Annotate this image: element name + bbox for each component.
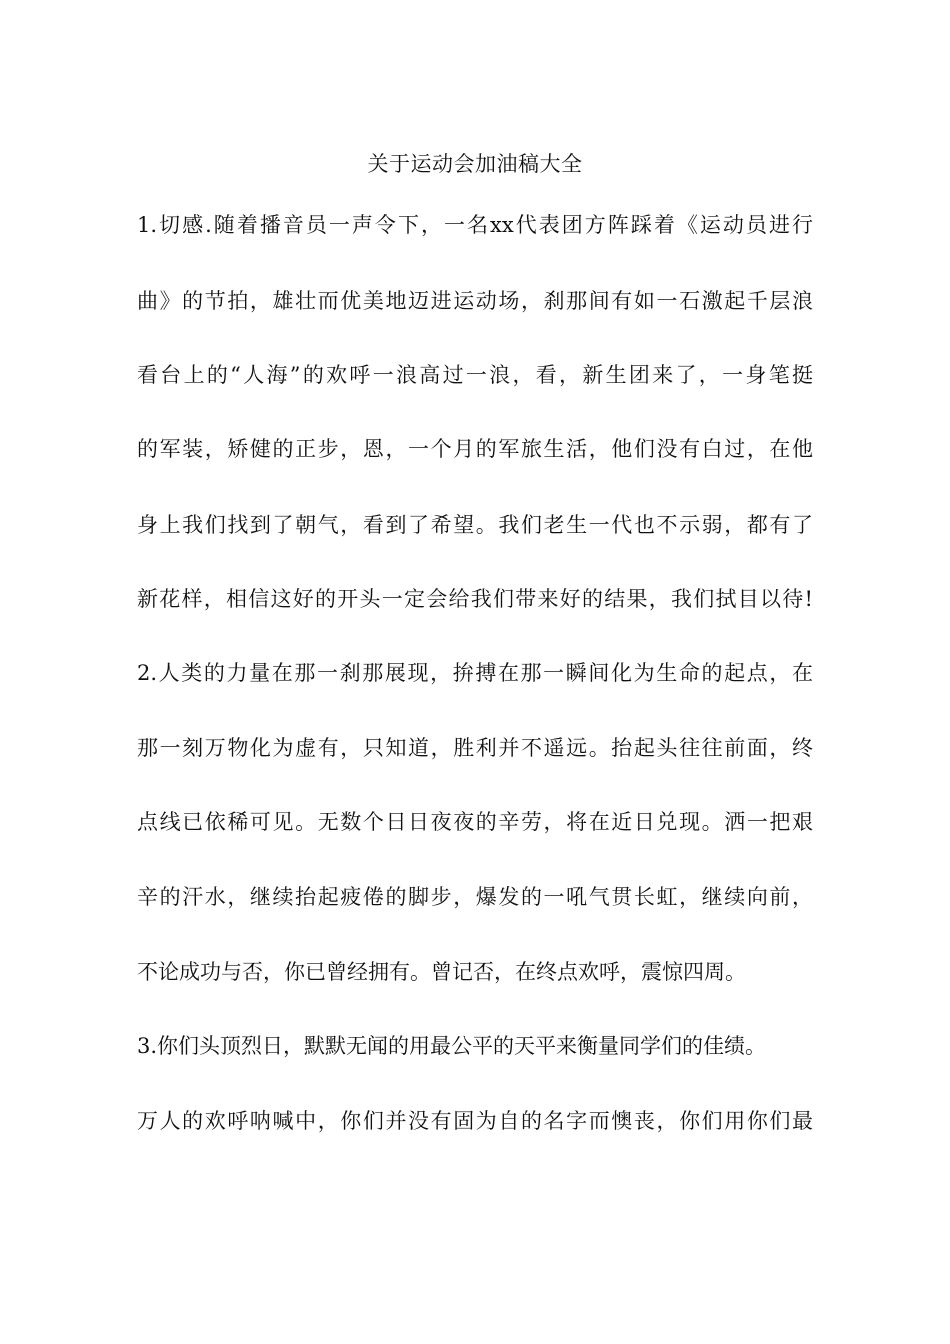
text-line: 1.切感.随着播音员一声令下，一名xx代表团方阵踩着《运动员进行 <box>137 213 813 237</box>
text-line: 辛的汗水，继续抬起疲倦的脚步，爆发的一吼气贯长虹，继续向前， <box>137 885 813 909</box>
text-line: 曲》的节拍，雄壮而优美地迈进运动场，刹那间有如一石激起千层浪 <box>137 289 813 313</box>
text-line: 万人的欢呼呐喊中，你们并没有固为自的名字而懊丧，你们用你们最 <box>137 1109 813 1133</box>
text-line: 2.人类的力量在那一刹那展现，拚搏在那一瞬间化为生命的起点，在 <box>137 661 813 685</box>
text-line: 身上我们找到了朝气，看到了希望。我们老生一代也不示弱，都有了 <box>137 513 813 537</box>
text-line: 点线已依稀可见。无数个日日夜夜的辛劳，将在近日兑现。洒一把艰 <box>137 810 813 834</box>
text-line: 3.你们头顶烈日，默默无闻的用最公平的天平来衡量同学们的佳绩。 <box>137 1034 767 1058</box>
text-line: 看台上的“人海”的欢呼一浪高过一浪，看，新生团来了，一身笔挺 <box>137 363 813 387</box>
text-line: 不论成功与否，你已曾经拥有。曾记否，在终点欢呼，震惊四周。 <box>137 960 746 984</box>
text-line: 新花样，相信这好的开头一定会给我们带来好的结果，我们拭目以待! <box>137 587 813 611</box>
document-title: 关于运动会加油稿大全 <box>367 152 583 176</box>
text-line: 的军装，矫健的正步，恩，一个月的军旅生活，他们没有白过，在他 <box>137 437 813 461</box>
text-line: 那一刻万物化为虚有，只知道，胜利并不遥远。抬起头往往前面，终 <box>137 736 813 760</box>
